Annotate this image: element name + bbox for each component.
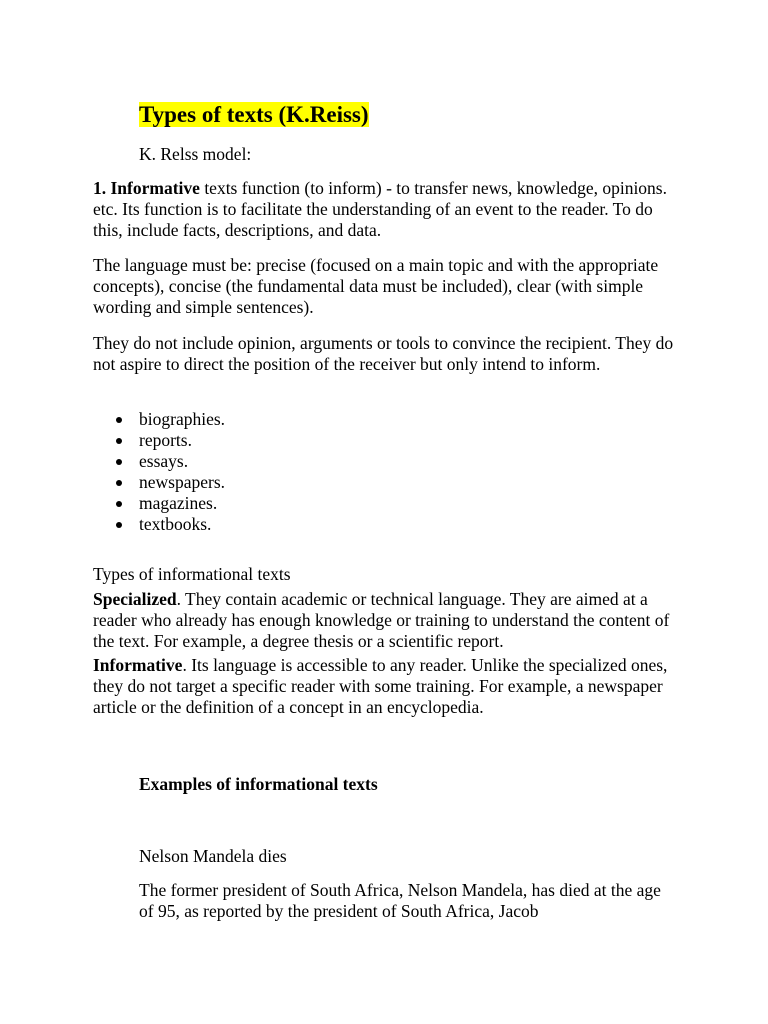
list-item xyxy=(93,451,225,472)
list-item-text: biographies. xyxy=(139,409,226,429)
list-item-text: reports. xyxy=(139,430,192,450)
list-item-text: magazines. xyxy=(139,493,218,513)
list-item-text: textbooks. xyxy=(139,514,212,534)
paragraph-informative xyxy=(93,655,683,718)
list-item xyxy=(93,430,225,451)
paragraph-text: texts function (to inform) - to transfer news, knowledge, opinions. etc. Its function is to facilitate the understanding of an event to the reader. To do this, include facts, descriptions, and data. xyxy=(93,178,667,240)
paragraph-bold-label: Informative xyxy=(93,655,183,675)
list-item xyxy=(93,409,225,430)
news-headline: Nelson Mandela dies xyxy=(139,846,287,866)
section-heading-types: Types of informational texts xyxy=(93,564,291,584)
list-item-text: essays. xyxy=(139,451,189,471)
paragraph-bold-label: 1. Informative xyxy=(93,178,200,198)
examples-bullet-list xyxy=(93,409,225,535)
bullet-icon xyxy=(116,417,122,423)
list-item-text: newspapers. xyxy=(139,472,226,492)
list-item xyxy=(93,514,225,535)
paragraph-no-opinion: They do not include opinion, arguments or tools to convince the recipient. They do not aspire to direct the position of the receiver but only intend to inform. xyxy=(93,333,674,374)
bullet-icon xyxy=(116,522,122,528)
list-item xyxy=(93,493,225,514)
model-subtitle: K. Relss model: xyxy=(139,144,252,164)
bullet-icon xyxy=(116,480,122,486)
paragraph-news-body: The former president of South Africa, Nelson Mandela, has died at the age of 95, as reported by the president of South Africa, Jacob xyxy=(139,880,661,921)
bullet-icon xyxy=(116,459,122,465)
bullet-icon xyxy=(116,438,122,444)
paragraph-specialized xyxy=(93,589,683,652)
section-heading-examples: Examples of informational texts xyxy=(139,774,378,794)
page-title xyxy=(139,101,679,129)
paragraph-bold-label: Specialized xyxy=(93,589,177,609)
list-item xyxy=(93,472,225,493)
paragraph-language: The language must be: precise (focused on a main topic and with the appropriate concepts), concise (the fundamental data must be included), clear (with simple wording and simple sentences). xyxy=(93,255,659,317)
bullet-icon xyxy=(116,501,122,507)
paragraph-informative-intro xyxy=(93,178,683,241)
paragraph-text: . They contain academic or technical language. They are aimed at a reader who already has enough knowledge or training to understand the content of the text. For example, a degree thesis or a scientific report. xyxy=(93,589,670,651)
paragraph-text: . Its language is accessible to any reader. Unlike the specialized ones, they do not target a specific reader with some training. For example, a newspaper article or the definition of a concept in an encyclopedia. xyxy=(93,655,668,717)
title-highlight: Types of texts (K.Reiss) xyxy=(139,102,369,127)
